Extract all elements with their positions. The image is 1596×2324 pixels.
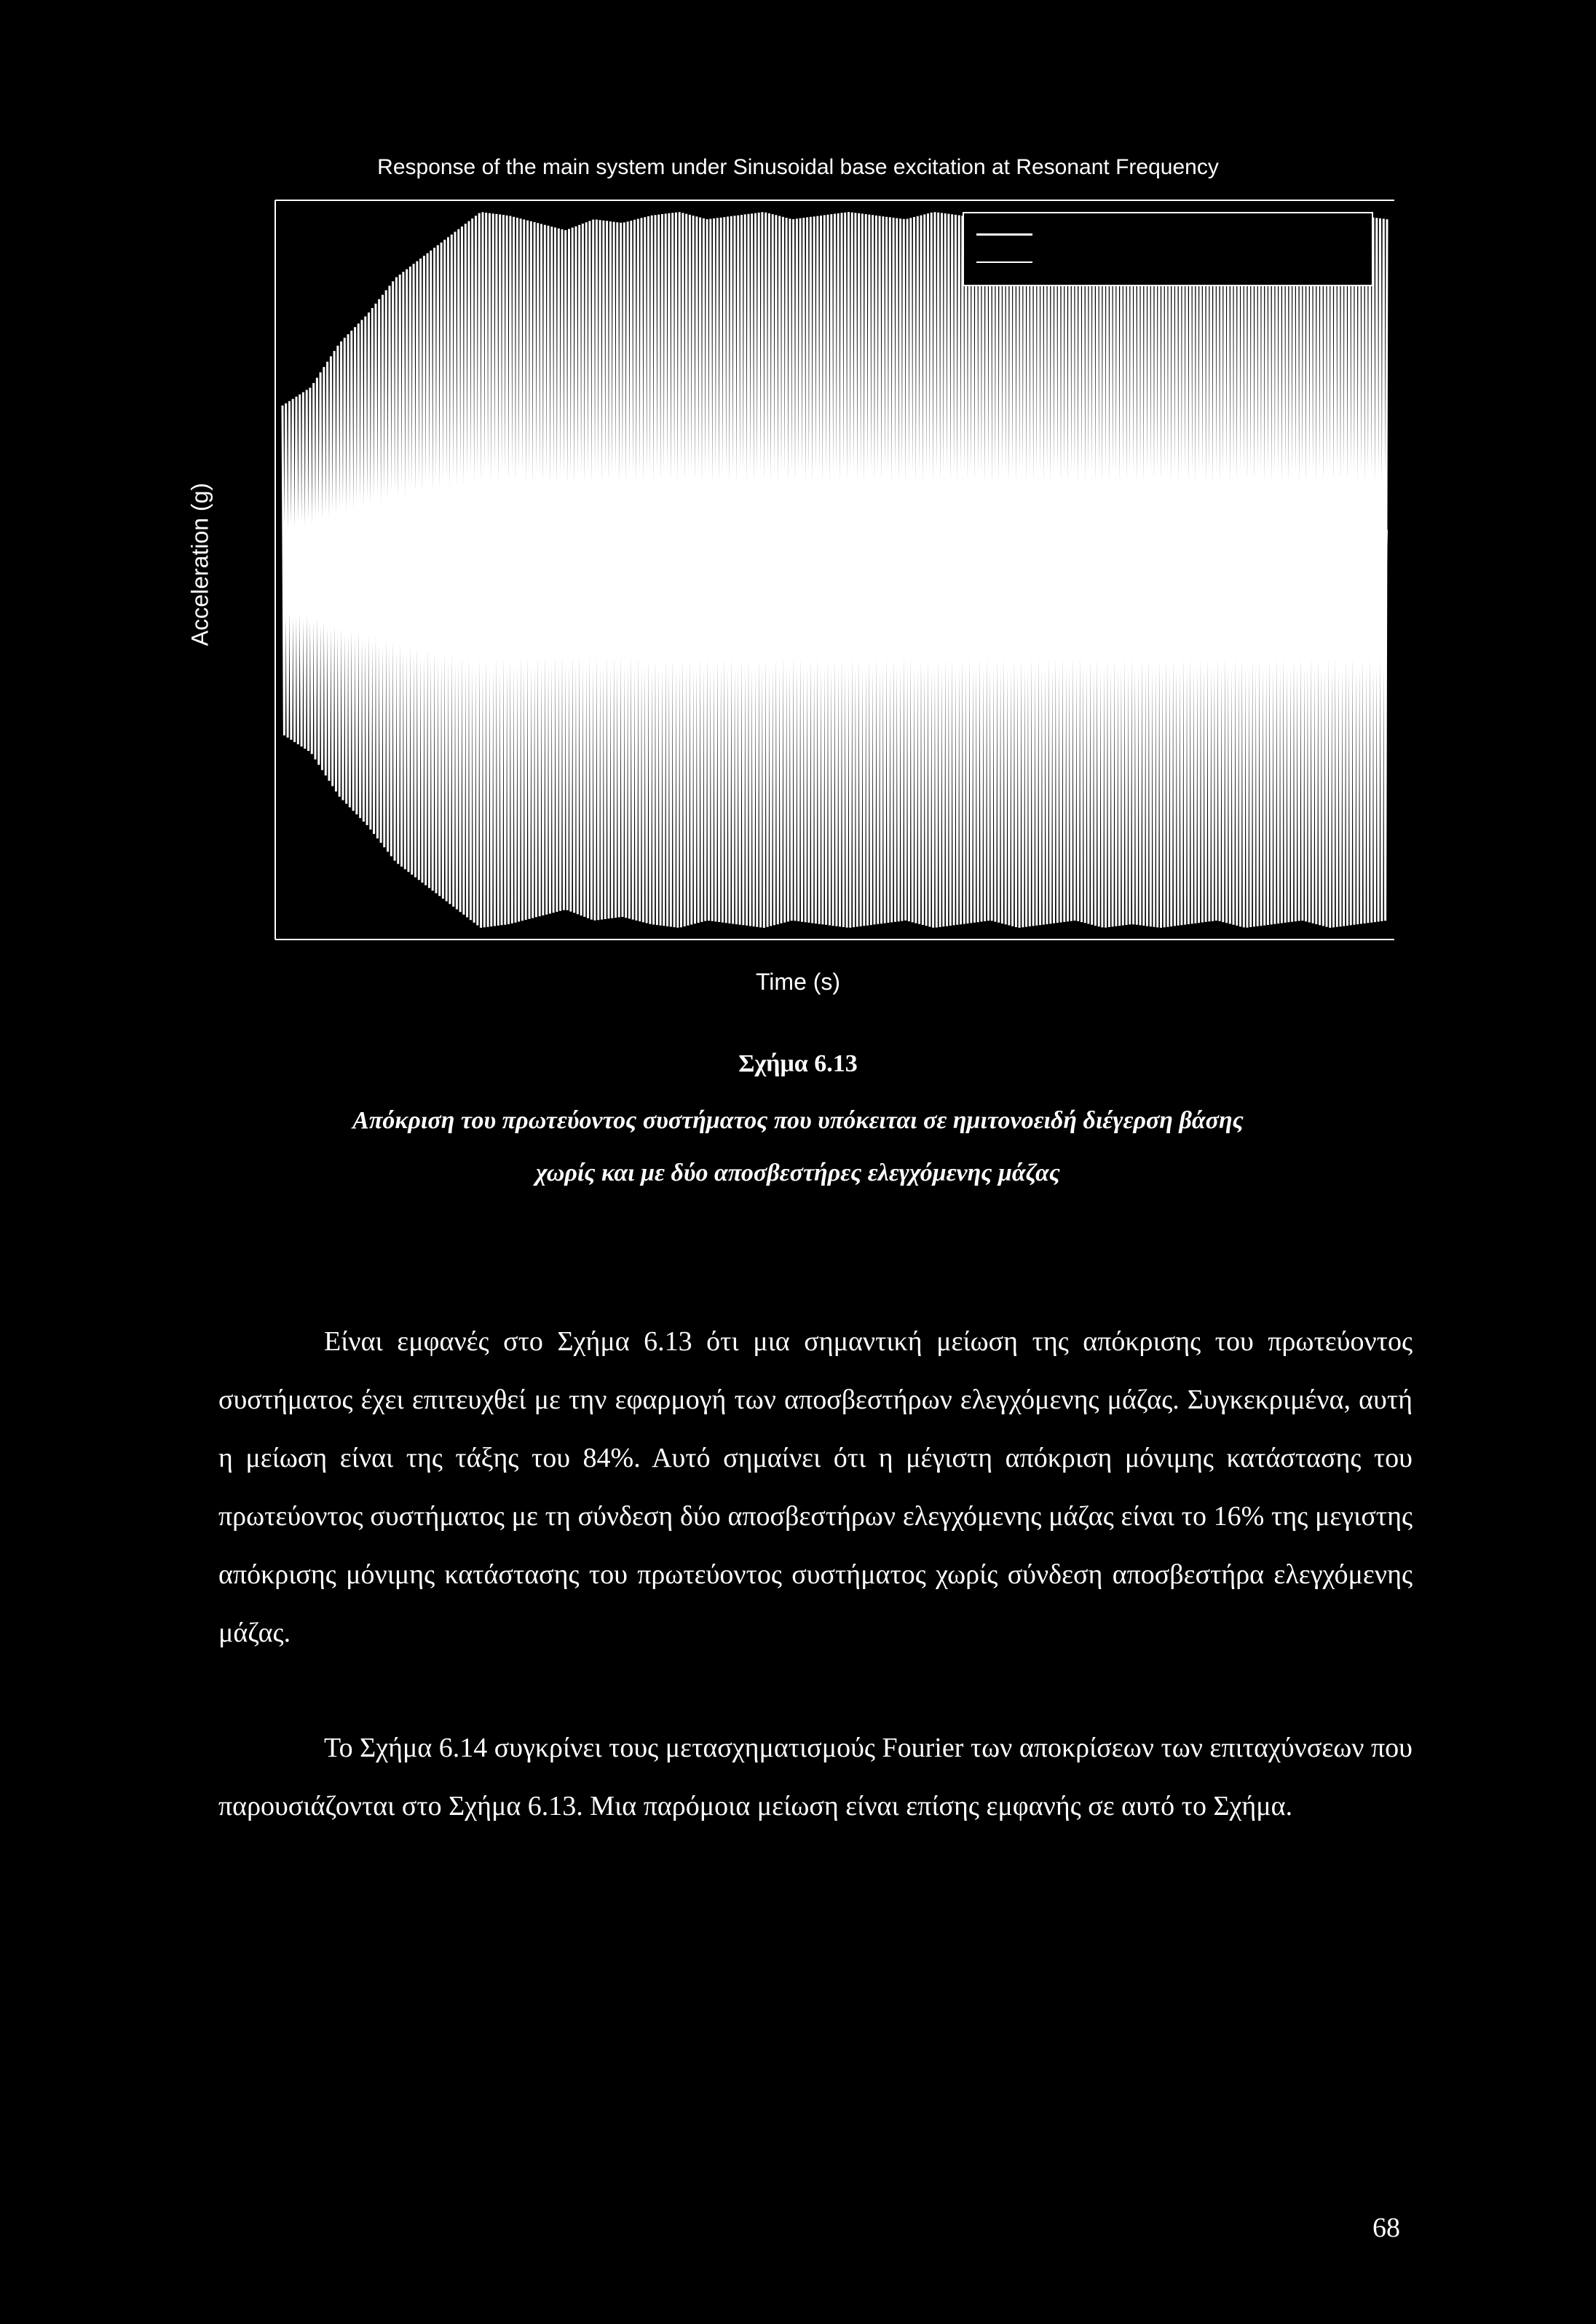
figure-caption-line-1: Απόκριση του πρωτεύοντος συστήματος που υπόκειται σε ημιτονοειδή διέγερση βάσης	[352, 1107, 1244, 1134]
figure-label: Σχήμα 6.13	[738, 1050, 858, 1077]
paragraph-2-text: Το Σχήμα 6.14 συγκρίνει τους μετασχηματισμούς Fourier των αποκρίσεων των επιταχύνσεων που παρουσιάζονται στο Σχήμα 6.13. Μια παρόμοια μείωση είναι επίσης εμφανής σε αυτό το Σχήμα.	[218, 1733, 1413, 1821]
legend-box	[963, 213, 1372, 285]
chart-title: Response of the main system under Sinusoidal base excitation at Resonant Frequency	[377, 155, 1219, 179]
x-axis-label: Time (s)	[755, 969, 841, 995]
paragraph-1-text: Είναι εμφανές στο Σχήμα 6.13 ότι μια σημαντική μείωση της απόκρισης του πρωτεύοντος συστήματος έχει επιτευχθεί με την εφαρμογή των αποσβεστήρων ελεγχόμενης μάζας. Συγκεκριμένα, αυτή η μείωση είναι της τάξης του 84%. Αυτό σημαίνει ότι η μέγιστη απόκριση μόνιμης κατάστασης του πρωτεύοντος συστήματος με τη σύνδεση δύο αποσβεστήρων ελεγχόμενης μάζας είναι το 16% της μεγιστης απόκρισης μόνιμης κατάστασης του πρωτεύοντος συστήματος χωρίς σύνδεση αποσβεστήρα ελεγχόμενης μάζας.	[218, 1326, 1413, 1648]
page-number: 68	[1372, 2213, 1400, 2243]
figure-caption-line-2: χωρίς και με δύο αποσβεστήρες ελεγχόμενης μάζας	[536, 1159, 1060, 1186]
acceleration-chart	[0, 0, 1596, 961]
paragraph-2	[218, 1719, 1413, 1835]
y-axis-label: Acceleration (g)	[186, 482, 213, 647]
paragraph-1	[218, 1312, 1413, 1662]
